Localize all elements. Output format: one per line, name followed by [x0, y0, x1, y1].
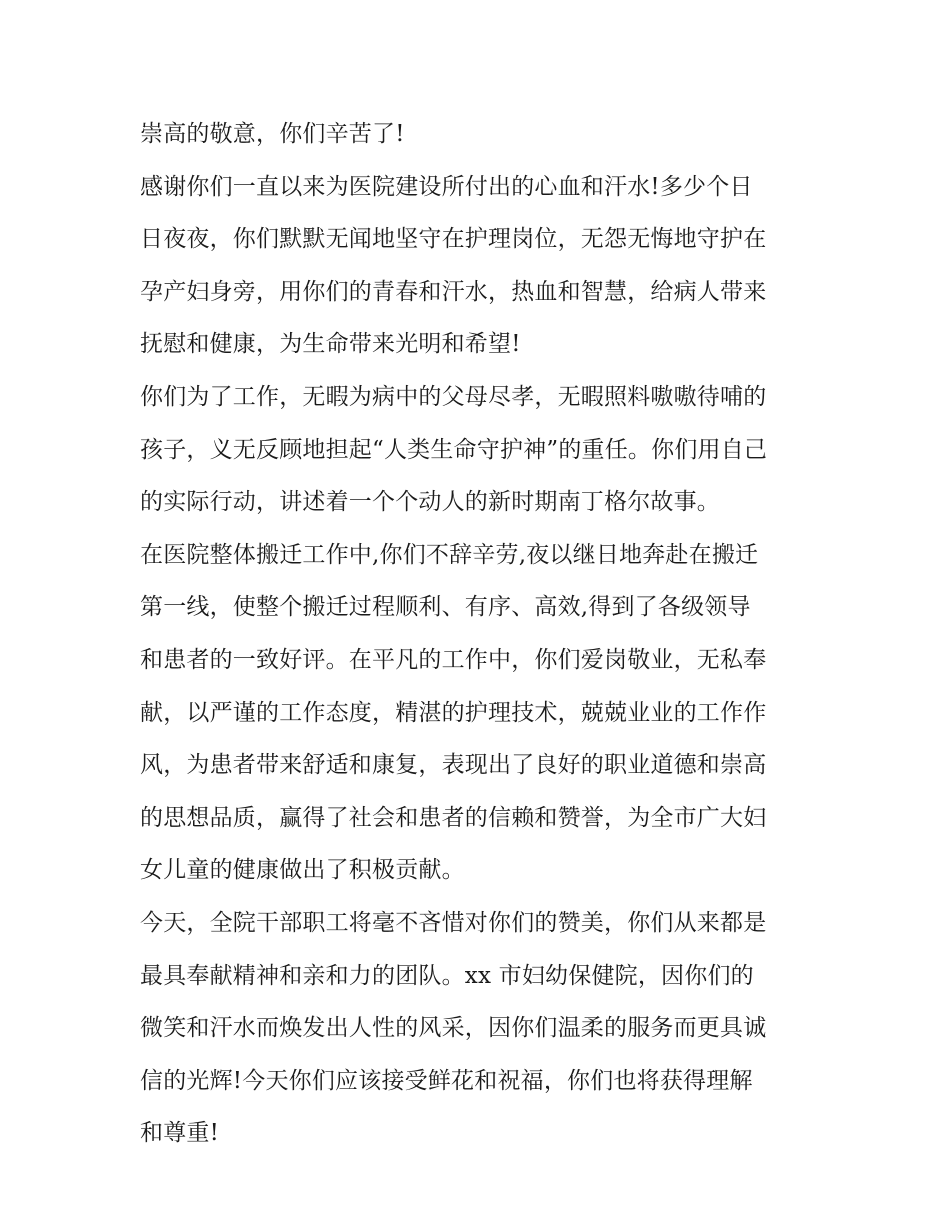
text-line: 的思想品质，赢得了社会和患者的信赖和赞誉，为全市广大妇	[140, 804, 767, 831]
text-line: 最具奉献精神和亲和力的团队。xx 市妇幼保健院，因你们的	[140, 962, 754, 989]
document-body	[140, 108, 830, 1160]
text-line: 和尊重!	[140, 1120, 220, 1147]
text-line: 崇高的敬意，你们辛苦了!	[140, 121, 405, 147]
text-line: 风，为患者带来舒适和康复，表现出了良好的职业道德和崇高	[140, 752, 767, 779]
text-line: 的实际行动，讲述着一个个动人的新时期南丁格尔故事。	[140, 489, 720, 516]
text-line: 信的光辉!今天你们应该接受鲜花和祝福，你们也将获得理解	[140, 1067, 753, 1094]
text-line: 微笑和汗水而焕发出人性的风采，因你们温柔的服务而更具诚	[140, 1015, 767, 1042]
text-line: 抚慰和健康，为生命带来光明和希望!	[140, 331, 521, 358]
text-line: 在医院整体搬迁工作中,你们不辞辛劳,夜以继日地奔赴在搬迁	[140, 541, 759, 568]
text-line: 女儿童的健康做出了积极贡献。	[140, 857, 465, 884]
text-line: 日夜夜，你们默默无闻地坚守在护理岗位，无怨无悔地守护在	[140, 226, 767, 253]
text-line: 今天，全院干部职工将毫不吝惜对你们的赞美，你们从来都是	[140, 909, 767, 936]
text-line: 感谢你们一直以来为医院建设所付出的心血和汗水!多少个日	[140, 173, 753, 200]
text-line: 孕产妇身旁，用你们的青春和汗水，热血和智慧，给病人带来	[140, 278, 767, 305]
text-line: 献，以严谨的工作态度，精湛的护理技术，兢兢业业的工作作	[140, 699, 767, 726]
text-line: 孩子，义无反顾地担起“人类生命守护神”的重任。你们用自己	[140, 436, 768, 463]
text-line: 第一线，使整个搬迁过程顺利、有序、高效,得到了各级领导	[140, 594, 751, 621]
text-line: 你们为了工作，无暇为病中的父母尽孝，无暇照料嗷嗷待哺的	[140, 383, 767, 410]
text-line: 和患者的一致好评。在平凡的工作中，你们爱岗敬业，无私奉	[140, 646, 767, 673]
